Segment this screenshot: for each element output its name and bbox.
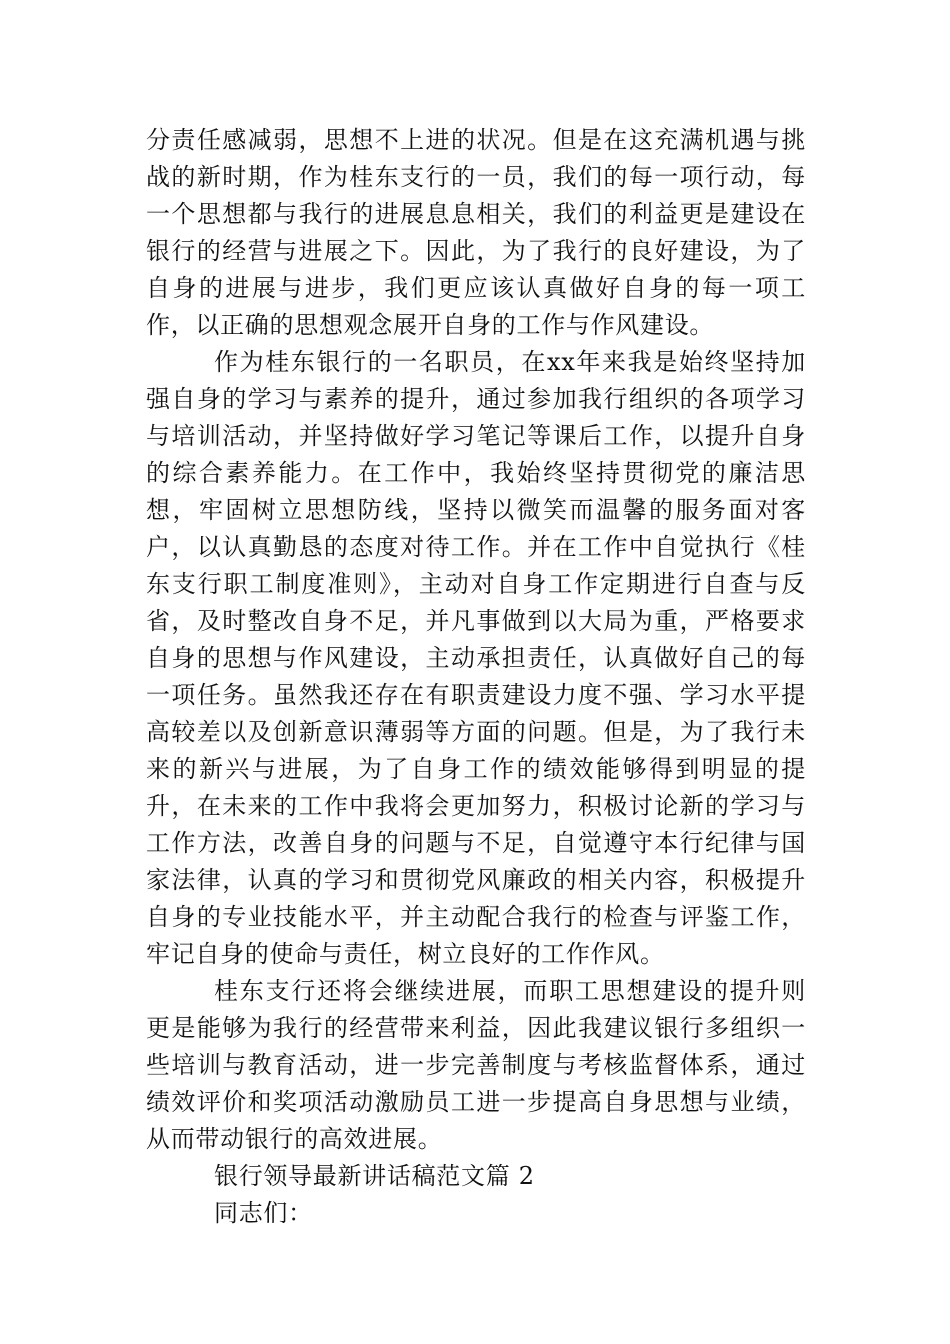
paragraph-suggestion: 桂东支行还将会继续进展，而职工思想建设的提升则更是能够为我行的经营带来利益，因此我建议银行多组织一些培训与教育活动，进一步完善制度与考核监督体系，通过绩效评价和奖项活动激励员工进一步提高自身思想与业绩，从而带动银行的高效进展。 xyxy=(146,977,806,1153)
paragraph-continuation: 分责任感减弱，思想不上进的状况。但是在这充满机遇与挑战的新时期，作为桂东支行的一员，我们的每一项行动，每一个思想都与我行的进展息息相关，我们的利益更是建设在银行的经营与进展之下。因此，为了我行的良好建设，为了自身的进展与进步，我们更应该认真做好自身的每一项工作，以正确的思想观念展开自身的工作与作风建设。 xyxy=(146,126,806,339)
paragraph-self-assessment: 作为桂东银行的一名职员，在xx年来我是始终坚持加强自身的学习与素养的提升，通过参加我行组织的各项学习与培训活动，并坚持做好学习笔记等课后工作，以提升自身的综合素养能力。在工作中，我始终坚持贯彻党的廉洁思想，牢固树立思想防线，坚持以微笑而温馨的服务面对客户，以认真勤恳的态度对待工作。并在工作中自觉执行《桂东支行职工制度准则》，主动对自身工作定期进行自查与反省，及时整改自身不足，并凡事做到以大局为重，严格要求自身的思想与作风建设，主动承担责任，认真做好自己的每一项任务。虽然我还存在有职责建设力度不强、学习水平提高较差以及创新意识薄弱等方面的问题。但是，为了我行未来的新兴与进展，为了自身工作的绩效能够得到明显的提升，在未来的工作中我将会更加努力，积极讨论新的学习与工作方法，改善自身的问题与不足，自觉遵守本行纪律与国家法律，认真的学习和贯彻党风廉政的相关内容，积极提升自身的专业技能水平，并主动配合我行的检查与评鉴工作，牢记自身的使命与责任，树立良好的工作作风。 xyxy=(146,348,806,968)
salutation: 同志们： xyxy=(214,1199,313,1227)
document-body xyxy=(146,122,806,1232)
section-title: 银行领导最新讲话稿范文篇 2 xyxy=(214,1162,535,1190)
